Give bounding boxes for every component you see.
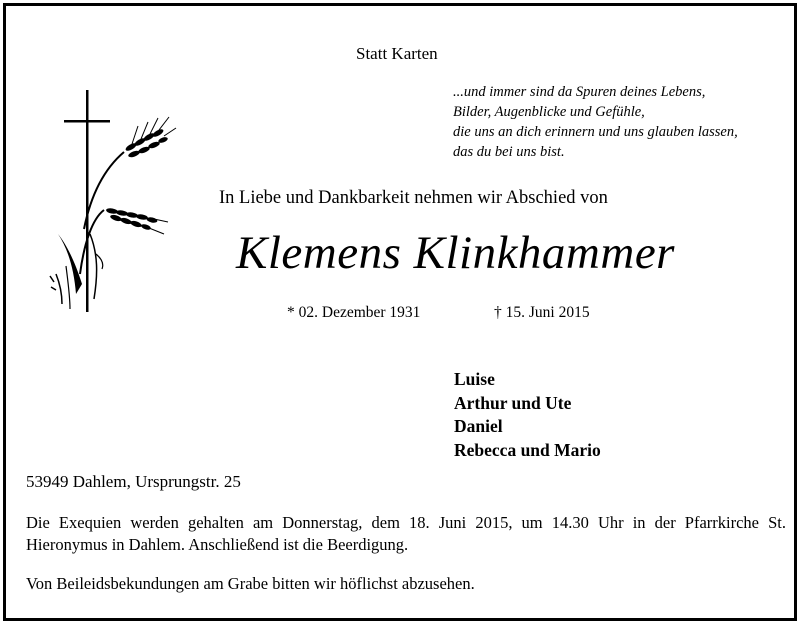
obituary-notice [3, 3, 797, 621]
quote-line: die uns an dich erinnern und uns glauben lassen, [453, 124, 738, 140]
death-date: † 15. Juni 2015 [494, 304, 590, 321]
mourners-list [454, 368, 601, 462]
mourner-name: Arthur und Ute [454, 392, 572, 413]
family-address: 53949 Dahlem, Ursprungstr. 25 [26, 472, 241, 491]
notice-header: Statt Karten [356, 44, 438, 63]
mourner-name: Daniel [454, 416, 503, 436]
funeral-service-info: Die Exequien werden gehalten am Donnerstag, dem 18. Juni 2015, um 14.30 Uhr in der Pfarrkirche St. Hieronymus in Dahlem. Anschließend ist die Beerdigung. [26, 513, 786, 554]
cross-and-wheat-icon [36, 84, 186, 319]
farewell-intro: In Liebe und Dankbarkeit nehmen wir Abschied von [219, 188, 608, 208]
mourner-name: Luise [454, 369, 495, 389]
memorial-quote [453, 82, 738, 162]
deceased-name: Klemens Klinkhammer [236, 227, 675, 279]
quote-line: Bilder, Augenblicke und Gefühle, [453, 104, 645, 120]
quote-line: ...und immer sind da Spuren deines Lebens, [453, 84, 706, 100]
condolence-note: Von Beileidsbekundungen am Grabe bitten wir höflichst abzusehen. [26, 574, 475, 593]
mourner-name: Rebecca und Mario [454, 439, 601, 460]
birth-date: * 02. Dezember 1931 [287, 304, 421, 321]
life-dates [287, 304, 590, 322]
quote-line: das du bei uns bist. [453, 144, 565, 160]
